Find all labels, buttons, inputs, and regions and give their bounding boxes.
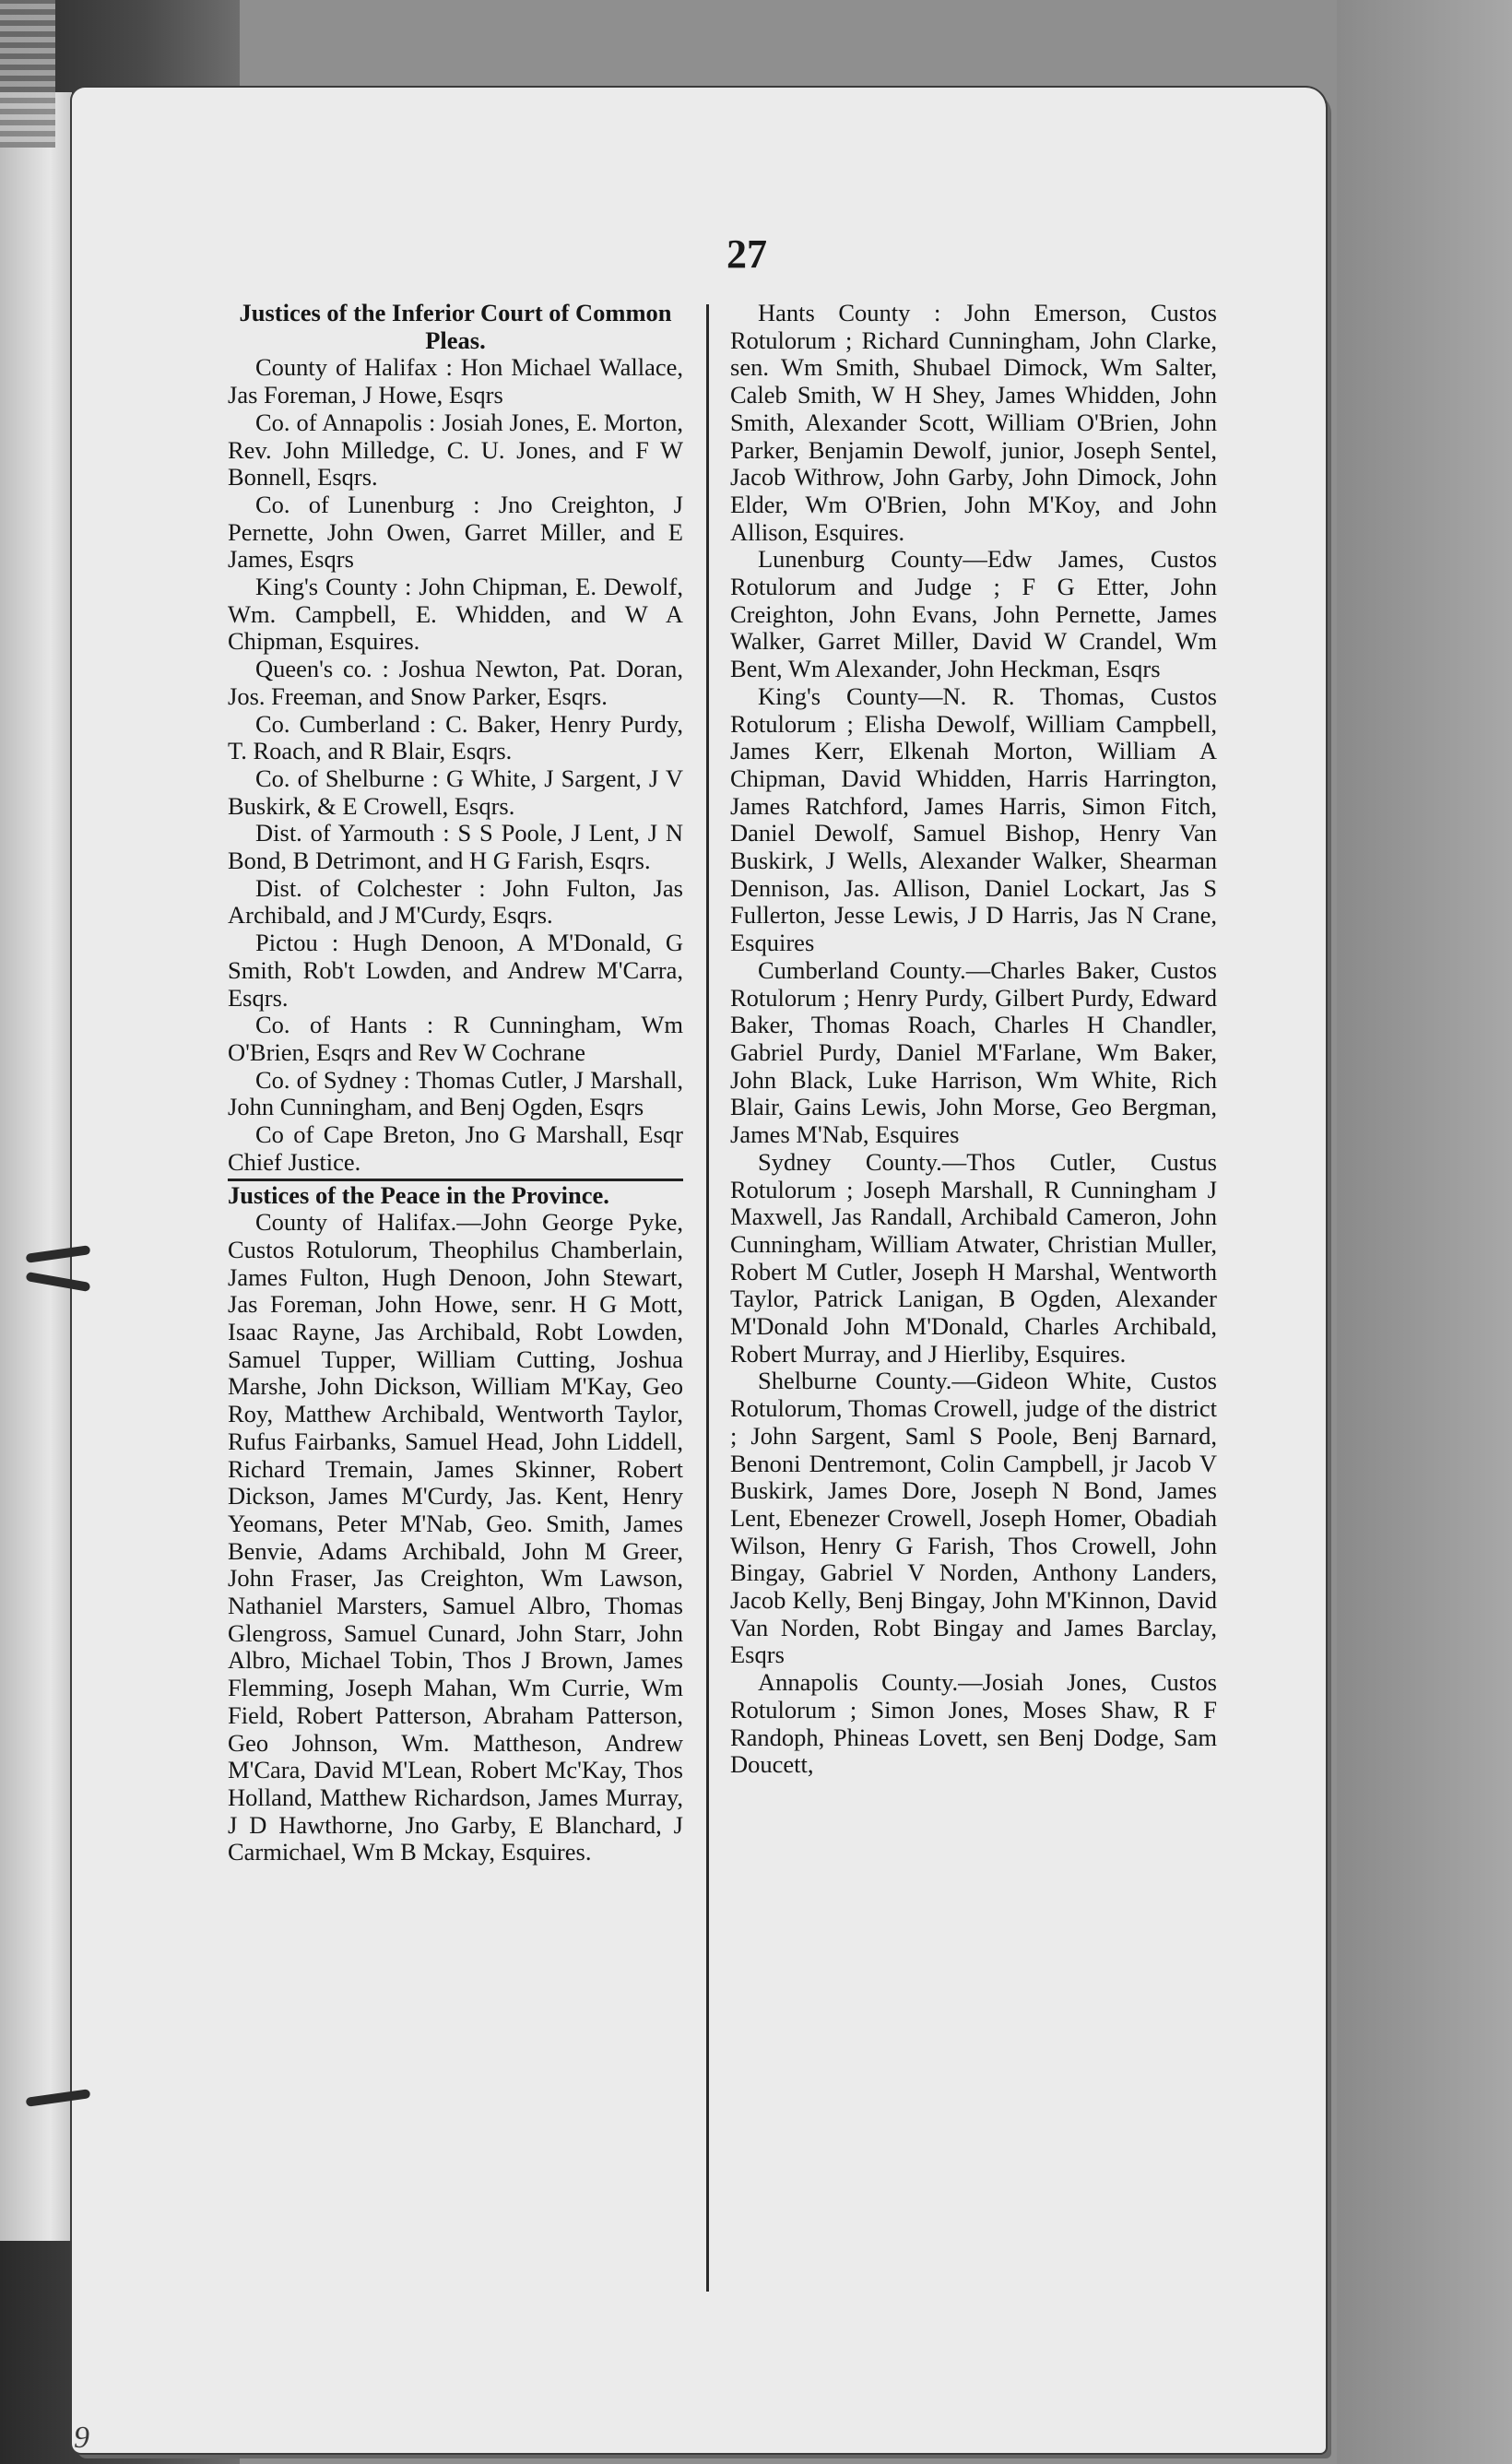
county-entry: Cumberland County.—Charles Baker, Custos Rotulorum ; Henry Purdy, Gilbert Purdy, Edward Baker, Thomas Roach, Charles H Chandler, Gabriel Purdy, Daniel M'Farlane, Wm Baker, John Black, Luke Harrison, Wm White, Rich Blair, Gains Lewis, John Morse, Geo Bergman, James M'Nab, Esquires xyxy=(730,955,1217,1149)
left-column xyxy=(228,300,683,1866)
court-entry: County of Halifax : Hon Michael Wallace, Jas Foreman, J Howe, Esqrs xyxy=(228,353,683,409)
facing-page-edge xyxy=(0,92,75,2241)
page-number: 27 xyxy=(726,231,767,277)
court-heading: Justices of the Inferior Court of Common Pleas. xyxy=(239,299,672,354)
binding-spine xyxy=(0,0,55,148)
court-entry: Co. of Shelburne : G White, J Sargent, J V Buskirk, & E Crowell, Esqrs. xyxy=(228,764,683,820)
county-entry: Shelburne County.—Gideon White, Custos Rotulorum, Thomas Crowell, judge of the district ; John Sargent, Saml S Poole, Benj Barnard, Benoni Dentremont, Colin Campbell, jr Jacob V Buskirk, James Dore, Joseph N Bond, James Lent, Ebenezer Crowell, Joseph Homer, Obadiah Wilson, Henry G Farish, Thos Crowell, John Bingay, Gabriel V Norden, Anthony Landers, Jacob Kelly, Benj Bingay, John M'Kinnon, David Van Norden, Robt Bingay and James Barclay, Esqrs xyxy=(730,1367,1217,1669)
right-column xyxy=(730,300,1217,1779)
county-entry: Hants County : John Emerson, Custos Rotulorum ; Richard Cunningham, John Clarke, sen. Wm Smith, Shubael Dimock, Wm Salter, Caleb Smith, W H Shey, James Whidden, John Smith, Alexander Scott, William O'Brien, John Parker, Benjamin Dewolf, junior, Joseph Sentel, Jacob Withrow, John Garby, John Dimock, John Elder, Wm O'Brien, John M'Koy, and John Allison, Esquires. xyxy=(730,299,1217,546)
court-entry: Co. of Annapolis : Josiah Jones, E. Morton, Rev. John Milledge, C. U. Jones, and F W Bonnell, Esqrs. xyxy=(228,408,683,492)
column-divider xyxy=(706,304,709,2292)
court-entry: Pictou : Hugh Denoon, A M'Donald, G Smith, Rob't Lowden, and Andrew M'Carra, Esqrs. xyxy=(228,929,683,1012)
court-entry: Co. of Lunenburg : Jno Creighton, J Pernette, John Owen, Garret Miller, and E James, Esqrs xyxy=(228,490,683,574)
light-backdrop xyxy=(1337,0,1512,2464)
margin-note: 9 xyxy=(74,2421,89,2455)
court-entry: Dist. of Colchester : John Fulton, Jas Archibald, and J M'Curdy, Esqrs. xyxy=(228,873,683,930)
county-entry: Sydney County.—Thos Cutler, Custus Rotulorum ; Joseph Marshall, R Cunningham J Maxwell, Jas Randall, Archibald Cameron, John Cunningham, William Atwater, Christian Muller, Robert M Cutler, Joseph H Marshal, Wentworth Taylor, Patrick Lanigan, B Ogden, Alexander M'Donald John M'Donald, Charles Archibald, Robert Murray, and J Hierliby, Esquires. xyxy=(730,1147,1217,1368)
court-entry: King's County : John Chipman, E. Dewolf, Wm. Campbell, E. Whidden, and W A Chipman, Esquires. xyxy=(228,573,683,656)
county-entry: King's County—N. R. Thomas, Custos Rotulorum ; Elisha Dewolf, William Campbell, James Kerr, Elkenah Morton, William A Chipman, David Whidden, Harris Harrington, James Ratchford, James Harris, Simon Fitch, Daniel Dewolf, Samuel Bishop, Henry Van Buskirk, J Wells, Alexander Walker, Shearman Dennison, Jas. Allison, Daniel Lockart, Jas S Fullerton, Jesse Lewis, J D Harris, Jas N Crane, Esquires xyxy=(730,681,1217,957)
court-entry: Queen's co. : Joshua Newton, Pat. Doran, Jos. Freeman, and Snow Parker, Esqrs. xyxy=(228,655,683,710)
county-entry: Lunenburg County—Edw James, Custos Rotulorum and Judge ; F G Etter, John Creighton, John Evans, John Pernette, James Walker, Garret Miller, David W Crandel, Wm Bent, Wm Alexander, John Heckman, Esqrs xyxy=(730,545,1217,683)
court-entry: Co. Cumberland : C. Baker, Henry Purdy, T. Roach, and R Blair, Esqrs. xyxy=(228,709,683,765)
peace-heading: Justices of the Peace in the Province. xyxy=(228,1180,609,1209)
court-entry: Co. of Sydney : Thomas Cutler, J Marshall, John Cunningham, and Benj Ogden, Esqrs xyxy=(228,1065,683,1121)
court-entry: Co of Cape Breton, Jno G Marshall, Esqr Chief Justice. xyxy=(228,1120,683,1176)
peace-entry: County of Halifax.—John George Pyke, Custos Rotulorum, Theophilus Chamberlain, James Fulton, Hugh Denoon, John Stewart, Jas Foreman, John Howe, senr. H G Mott, Isaac Rayne, Jas Archibald, Robt Lowden, Samuel Tupper, William Cutting, Joshua Marshe, John Dickson, William M'Kay, Geo Roy, Matthew Archibald, Wentworth Taylor, Rufus Fairbanks, Samuel Head, John Liddell, Richard Tremain, James Skinner, Robert Dickson, James M'Curdy, Jas. Kent, Henry Yeomans, Peter M'Nab, Geo. Smith, James Benvie, Adams Archibald, John M Greer, John Fraser, Jas Creighton, Wm Lawson, Nathaniel Marsters, Samuel Albro, Thomas Glengross, Samuel Cunard, John Starr, John Albro, Michael Tobin, Thos J Brown, James Flemming, Joseph Mahan, Wm Currie, Wm Field, Robert Patterson, Abraham Patterson, Geo Johnson, Wm. Mattheson, Andrew M'Cara, David M'Lean, Robert Mc'Kay, Thos Holland, Matthew Richardson, James Murray, J D Hawthorne, Jno Garby, E Blanchard, J Carmichael, Wm B Mckay, Esquires. xyxy=(228,1208,683,1866)
court-entry: Co. of Hants : R Cunningham, Wm O'Brien, Esqrs and Rev W Cochrane xyxy=(228,1011,683,1066)
county-entry: Annapolis County.—Josiah Jones, Custos Rotulorum ; Simon Jones, Moses Shaw, R F Randoph, Phineas Lovett, sen Benj Dodge, Sam Doucett, xyxy=(730,1668,1217,1779)
court-entry: Dist. of Yarmouth : S S Poole, J Lent, J N Bond, B Detrimont, and H G Farish, Esqrs. xyxy=(228,819,683,875)
